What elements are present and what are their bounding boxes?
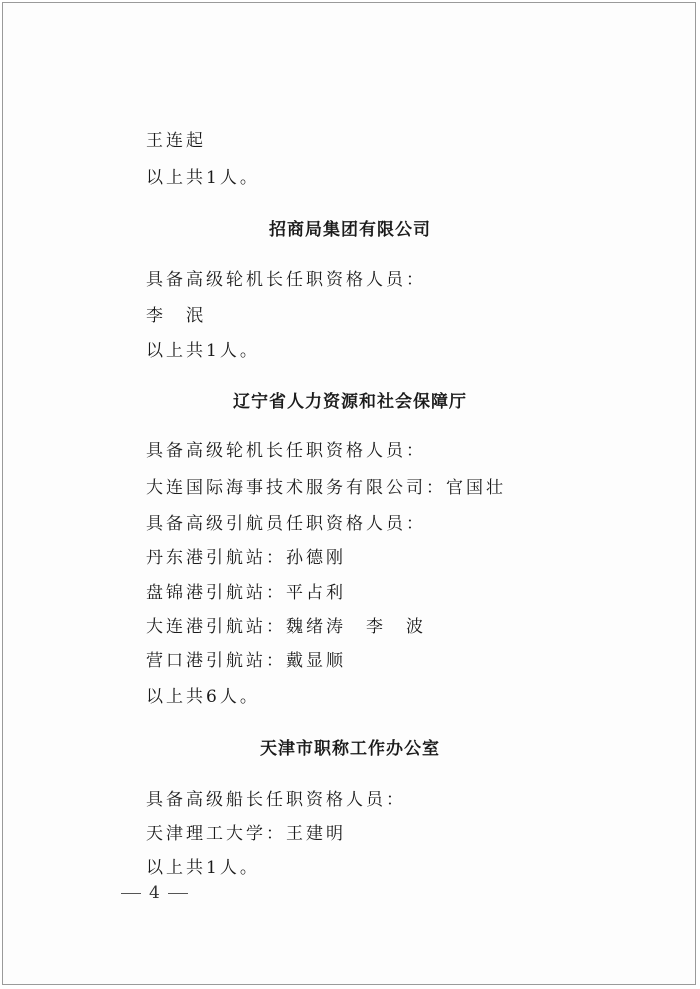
section-heading-liaoning: 辽宁省人力资源和社会保障厅	[233, 392, 467, 412]
section-cmg-total: 以上共1人。	[146, 341, 260, 361]
section-tianjin-qualification: 具备高级船长任职资格人员：	[146, 790, 406, 810]
section-liaoning-entry-1: 大连国际海事技术服务有限公司：官国壮	[146, 478, 506, 498]
section-liaoning-entry-2: 丹东港引航站：孙德刚	[146, 548, 346, 568]
section-liaoning-entry-4: 大连港引航站：魏绪涛 李 波	[146, 617, 426, 637]
top-name: 王连起	[146, 131, 206, 151]
document-page	[2, 2, 696, 985]
section-liaoning-entry-3: 盘锦港引航站：平占利	[146, 583, 346, 603]
section-heading-cmg: 招商局集团有限公司	[269, 220, 431, 240]
section-cmg-qualification: 具备高级轮机长任职资格人员：	[146, 270, 426, 290]
section-liaoning-qualification-1: 具备高级轮机长任职资格人员：	[146, 441, 426, 461]
section-liaoning-entry-5: 营口港引航站：戴显顺	[146, 651, 346, 671]
page-number-dash-left	[121, 893, 141, 894]
section-liaoning-total: 以上共6人。	[146, 687, 260, 707]
page-number-footer	[113, 883, 196, 903]
section-liaoning-qualification-2: 具备高级引航员任职资格人员：	[146, 514, 426, 534]
section-heading-tianjin: 天津市职称工作办公室	[260, 739, 440, 759]
page-number-dash-right	[168, 893, 188, 894]
section-tianjin-entry-1: 天津理工大学：王建明	[146, 824, 346, 844]
page-number: 4	[149, 883, 160, 903]
top-total: 以上共1人。	[146, 168, 260, 188]
section-tianjin-total: 以上共1人。	[146, 858, 260, 878]
section-cmg-names: 李 泯	[146, 306, 206, 326]
